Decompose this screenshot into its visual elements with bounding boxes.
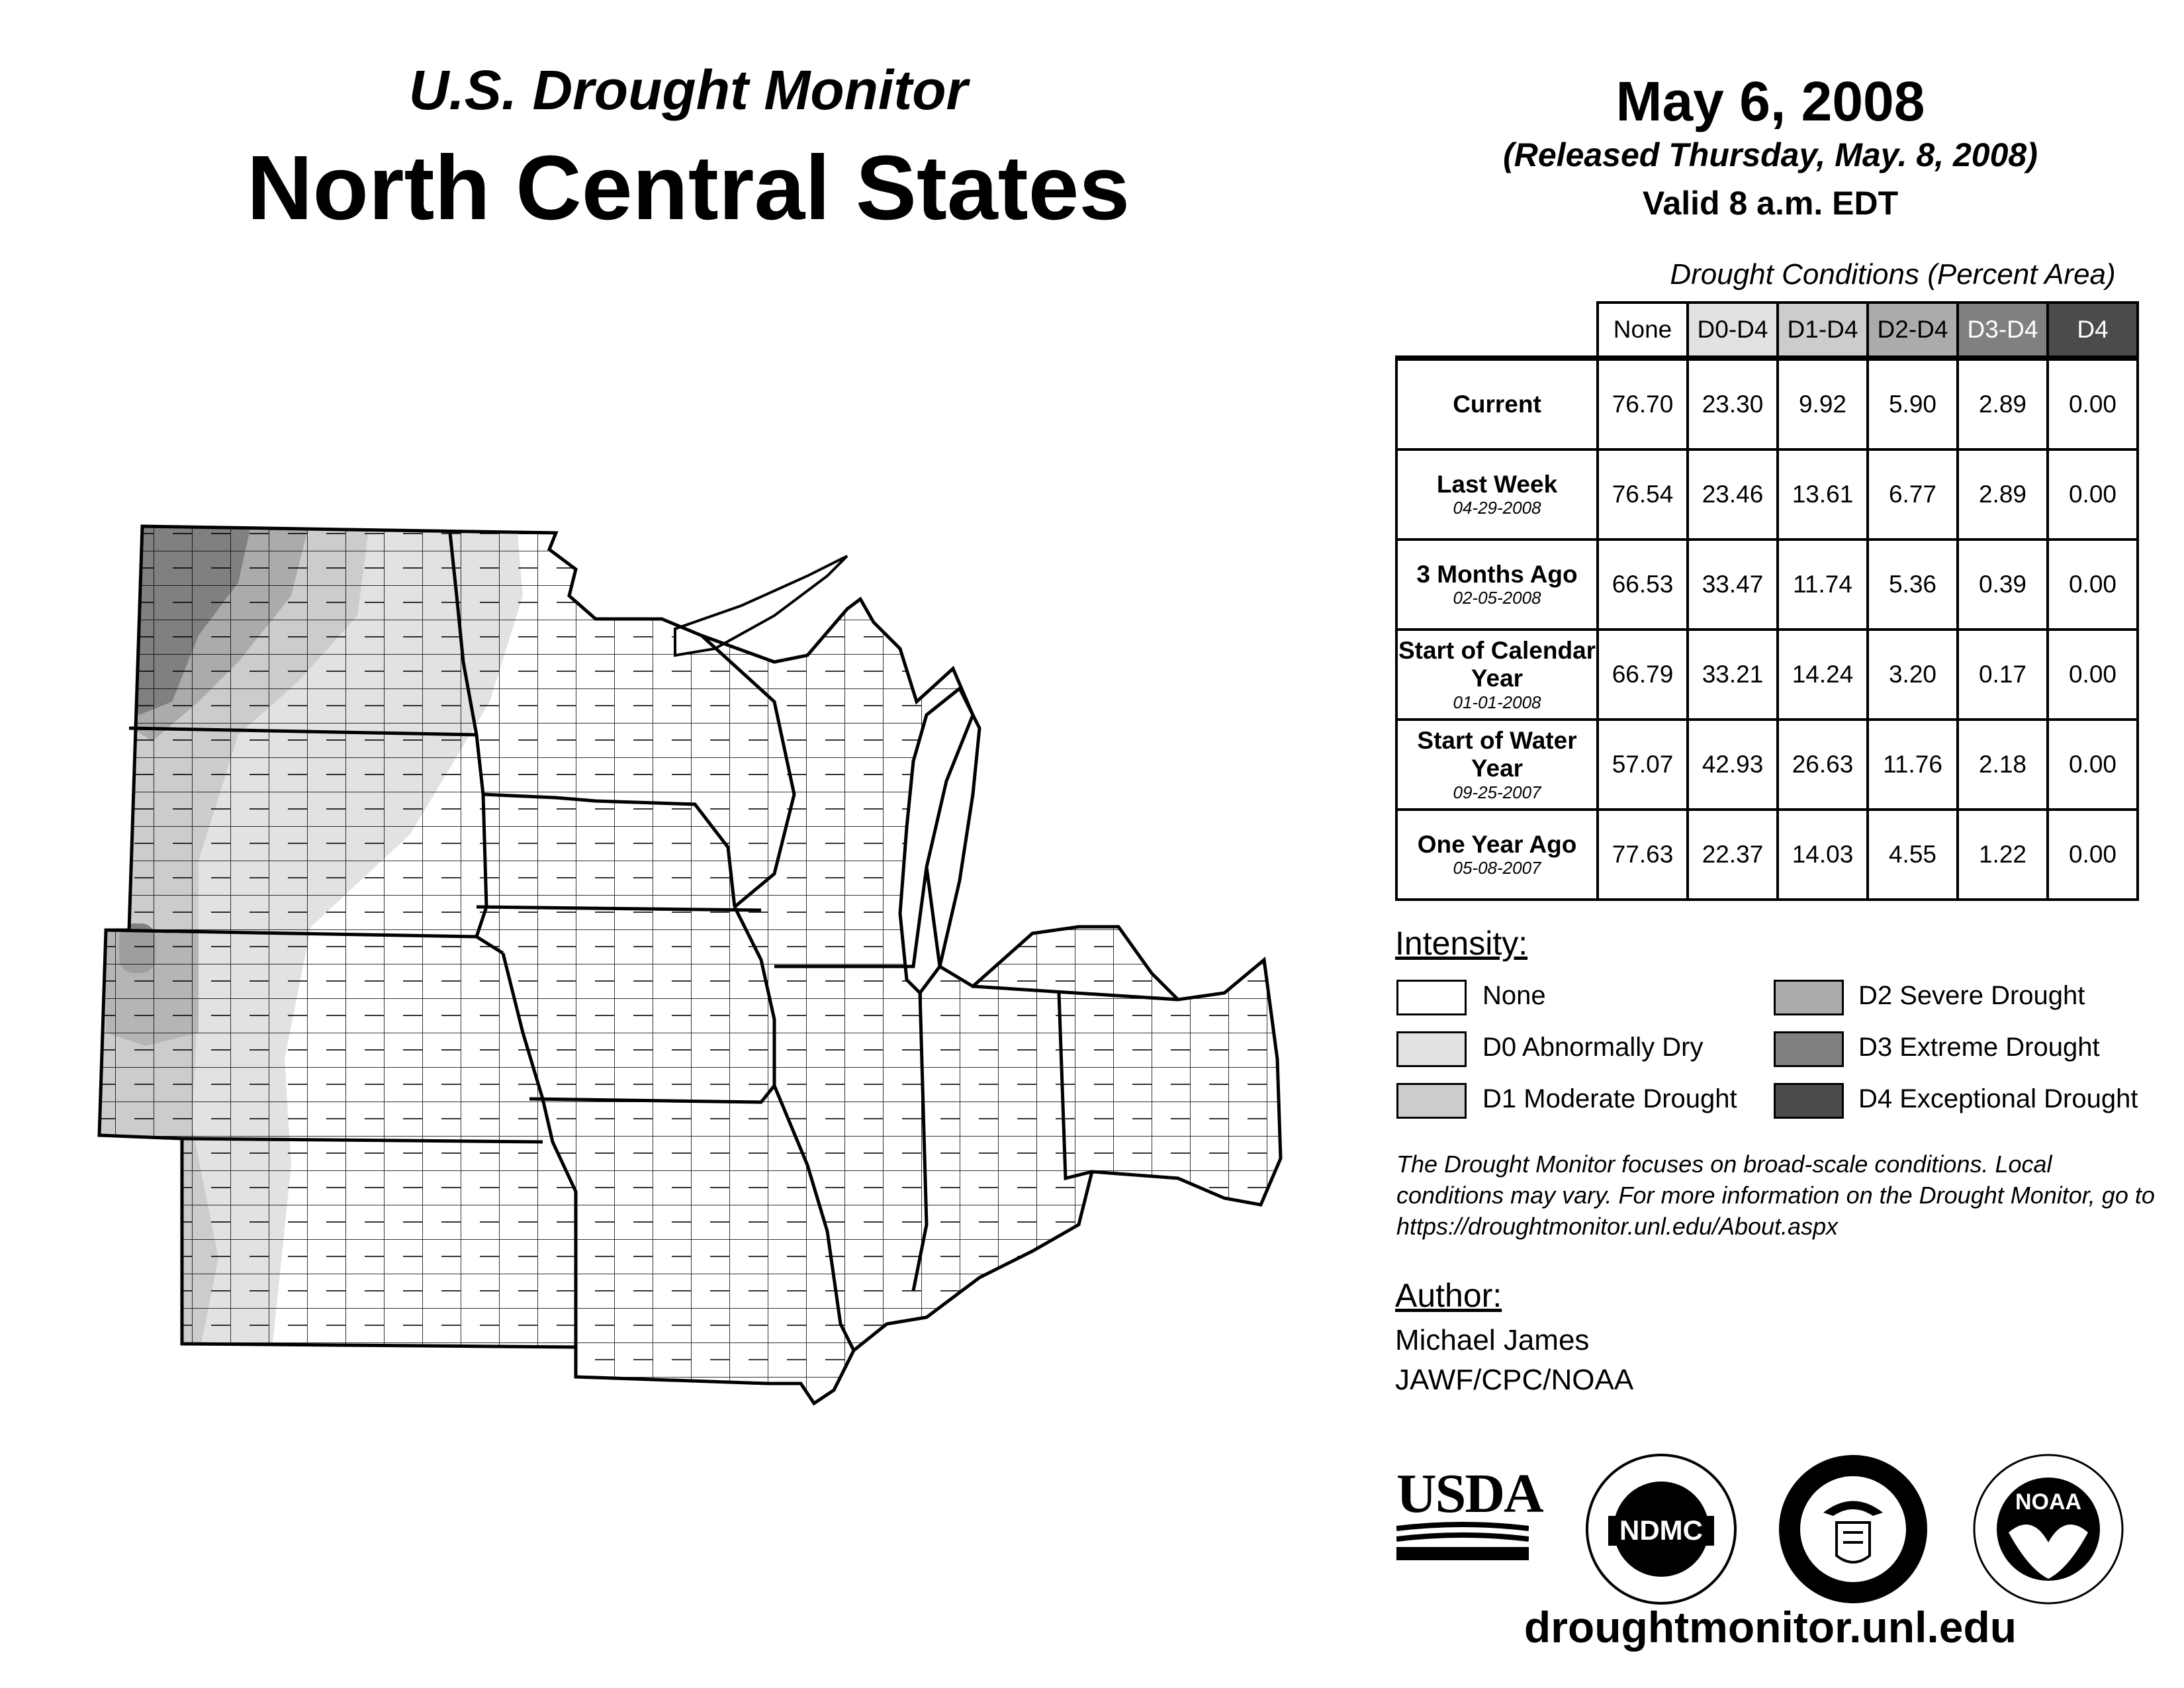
table-cell: 4.55 <box>1868 810 1958 900</box>
legend-heading: Intensity: <box>1395 925 1528 962</box>
drought-conditions-table <box>1395 301 2139 901</box>
table-cell: 0.00 <box>2048 449 2138 539</box>
table-cell: 5.36 <box>1868 539 1958 630</box>
table-cell: 33.47 <box>1688 539 1778 630</box>
table-cell: 77.63 <box>1598 810 1688 900</box>
legend-label-d3: D3 Extreme Drought <box>1858 1033 2100 1062</box>
table-cell: 13.61 <box>1778 449 1868 539</box>
legend-label-d0: D0 Abnormally Dry <box>1482 1033 1704 1062</box>
row-label: Last Week 04-29-2008 <box>1396 449 1598 539</box>
legend-label-none: None <box>1482 981 1546 1010</box>
col-none: None <box>1598 303 1688 358</box>
col-d2-d4: D2-D4 <box>1868 303 1958 358</box>
legend-swatch-d1 <box>1396 1083 1467 1119</box>
ndmc-logo <box>1582 1450 1741 1609</box>
table-cell: 66.79 <box>1598 630 1688 720</box>
ndmc-logo-text: NDMC <box>1619 1515 1703 1546</box>
row-label: Start of Calendar Year 01-01-2008 <box>1396 630 1598 720</box>
table-cell: 76.70 <box>1598 358 1688 449</box>
table-row <box>1396 630 2138 720</box>
table-cell: 57.07 <box>1598 720 1688 810</box>
row-label: Start of Water Year 09-25-2007 <box>1396 720 1598 810</box>
table-cell: 26.63 <box>1778 720 1868 810</box>
table-cell: 1.22 <box>1958 810 2048 900</box>
usda-hills-icon <box>1396 1522 1529 1562</box>
table-caption: Drought Conditions (Percent Area) <box>1670 258 2116 291</box>
table-cell: 0.39 <box>1958 539 2048 630</box>
table-cell: 3.20 <box>1868 630 1958 720</box>
legend-swatch-d2 <box>1774 980 1844 1015</box>
commerce-seal-icon <box>1774 1450 1933 1609</box>
table-cell: 9.92 <box>1778 358 1868 449</box>
legend-label-d4: D4 Exceptional Drought <box>1858 1084 2138 1113</box>
table-cell: 22.37 <box>1688 810 1778 900</box>
table-cell: 23.30 <box>1688 358 1778 449</box>
table-cell: 11.74 <box>1778 539 1868 630</box>
table-cell: 0.00 <box>2048 358 2138 449</box>
table-cell: 2.89 <box>1958 449 2048 539</box>
col-d3-d4: D3-D4 <box>1958 303 2048 358</box>
legend-label-d1: D1 Moderate Drought <box>1482 1084 1737 1113</box>
map-date: May 6, 2008 <box>1615 70 1925 132</box>
author-organization: JAWF/CPC/NOAA <box>1395 1364 1634 1396</box>
legend-label-d2: D2 Severe Drought <box>1858 981 2085 1010</box>
legend-swatch-none <box>1396 980 1467 1015</box>
table-row <box>1396 539 2138 630</box>
table-cell: 6.77 <box>1868 449 1958 539</box>
row-label: 3 Months Ago 02-05-2008 <box>1396 539 1598 630</box>
table-cell: 42.93 <box>1688 720 1778 810</box>
commerce-logo <box>1774 1450 1933 1609</box>
table-cell: 5.90 <box>1868 358 1958 449</box>
author-name: Michael James <box>1395 1324 1590 1356</box>
table-cell: 14.03 <box>1778 810 1868 900</box>
table-corner <box>1396 303 1598 358</box>
usda-logo <box>1396 1463 1543 1559</box>
table-row <box>1396 810 2138 900</box>
usda-logo-text: USDA <box>1396 1463 1543 1524</box>
table-row <box>1396 358 2138 449</box>
noaa-logo-text: NOAA <box>2015 1489 2082 1515</box>
table-cell: 0.00 <box>2048 720 2138 810</box>
col-d0-d4: D0-D4 <box>1688 303 1778 358</box>
legend-swatch-d0 <box>1396 1031 1467 1067</box>
col-d1-d4: D1-D4 <box>1778 303 1868 358</box>
col-d4: D4 <box>2048 303 2138 358</box>
table-cell: 2.18 <box>1958 720 2048 810</box>
table-cell: 0.00 <box>2048 630 2138 720</box>
table-cell: 76.54 <box>1598 449 1688 539</box>
row-label: One Year Ago 05-08-2007 <box>1396 810 1598 900</box>
table-row <box>1396 720 2138 810</box>
row-label: Current <box>1396 358 1598 449</box>
table-cell: 0.00 <box>2048 539 2138 630</box>
legend-swatch-d3 <box>1774 1031 1844 1067</box>
valid-time: Valid 8 a.m. EDT <box>1642 185 1899 222</box>
author-heading: Author: <box>1395 1277 1502 1314</box>
noaa-logo <box>1969 1450 2128 1609</box>
table-cell: 0.00 <box>2048 810 2138 900</box>
table-cell: 14.24 <box>1778 630 1868 720</box>
noaa-seal-icon <box>1969 1450 2128 1609</box>
table-cell: 0.17 <box>1958 630 2048 720</box>
map-supertitle: U.S. Drought Monitor <box>408 59 968 121</box>
table-cell: 66.53 <box>1598 539 1688 630</box>
disclaimer-note: The Drought Monitor focuses on broad-scale conditions. Local conditions may vary. For more information on the Drought Monitor, go to https://droughtmonitor.unl.edu/About.aspx <box>1396 1150 2155 1240</box>
table-cell: 23.46 <box>1688 449 1778 539</box>
release-date: (Released Thursday, May. 8, 2008) <box>1503 136 2038 173</box>
table-cell: 33.21 <box>1688 630 1778 720</box>
table-cell: 11.76 <box>1868 720 1958 810</box>
table-cell: 2.89 <box>1958 358 2048 449</box>
legend-swatch-d4 <box>1774 1083 1844 1119</box>
table-header-row <box>1396 303 2138 358</box>
map-title: North Central States <box>246 137 1130 239</box>
website-url: droughtmonitor.unl.edu <box>1524 1603 2017 1652</box>
table-row <box>1396 449 2138 539</box>
